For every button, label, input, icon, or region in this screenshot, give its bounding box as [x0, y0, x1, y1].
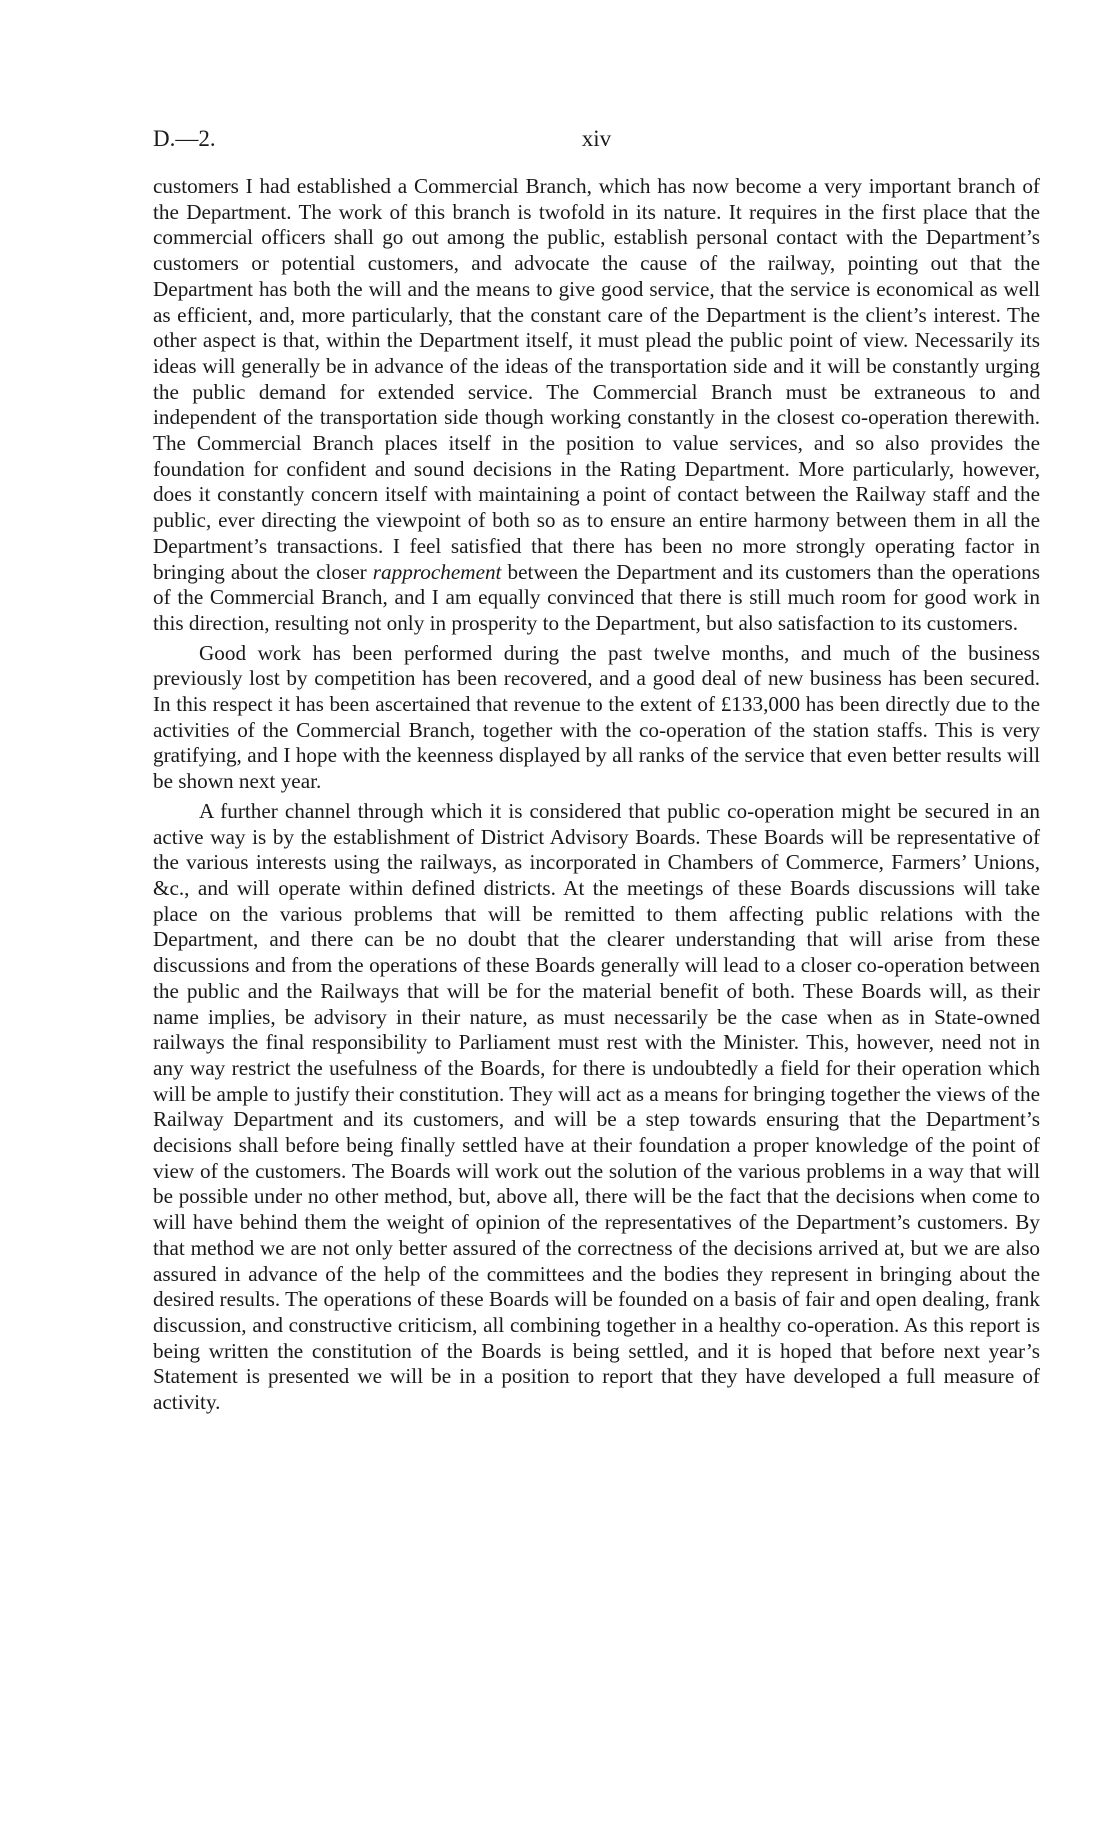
page-number: xiv: [581, 126, 612, 151]
body-text: [153, 174, 1040, 1420]
paragraph-text: customers I had established a Commercial Branch, which has now become a very important branch of the Department. The work of this branch is twofold in its nature. It requires in the first place that the commercial officers shall go out among the public, establish personal contact with the Department’s customers or potential customers, and advocate the cause of the railway, pointing out that the Department has both the will and the means to give good service, that the service is economical as well as efficient, and, more particularly, that the constant care of the Department is the client’s interest. The other aspect is that, within the Department itself, it must plead the public point of view. Necessarily its ideas will generally be in advance of the ideas of the transportation side and it will be constantly urging the public demand for extended service. The Commercial Branch must be extraneous to and independent of the transportation side though working constantly in the closest co-operation therewith. The Commercial Branch places itself in the position to value services, and so also provides the foundation for confident and sound decisions in the Rating Department. More particularly, however, does it constantly concern itself with maintaining a point of contact between the Railway staff and the public, ever directing the viewpoint of both so as to ensure an entire harmony between them in all the Department’s transactions. I feel satisfied that there has been no more strongly operating factor in bringing about the closer: [153, 174, 1040, 584]
page-header: [153, 124, 1040, 154]
paragraph-good-work: Good work has been performed during the past twelve months, and much of the business previously lost by competition has been recovered, and a good deal of new business has been secured. In this respect it has been ascertained that revenue to the extent of £133,000 has been directly due to the activities of the Commercial Branch, together with the co-operation of the station staffs. This is very gratifying, and I hope with the keenness displayed by all ranks of the service that even better results will be shown next year.: [153, 640, 1040, 794]
paragraph-commercial-branch: [153, 174, 1040, 637]
paragraph-advisory-boards: A further channel through which it is considered that public co-operation might be secured in an active way is by the establishment of District Advisory Boards. These Boards will be representative of the various interests using the railways, as incorporated in Chambers of Commerce, Farmers’ Unions, &c., and will operate within defined districts. At the meetings of these Boards discussions will take place on the various problems that will be remitted to them affecting public relations with the Department, and there can be no doubt that the clearer understanding that will arise from these discussions and from the operations of these Boards generally will lead to a closer co-operation between the public and the Railways that will be for the material benefit of both. These Boards will, as their name implies, be advisory in their nature, as must necessarily be the case when as in State-owned railways the final responsibility to Parliament must rest with the Minister. This, however, need not in any way restrict the usefulness of the Boards, for there is undoubtedly a field for their operation which will be ample to justify their constitution. They will act as a means for bringing together the views of the Railway Department and its customers, and will be a step towards ensuring that the Department’s decisions shall before being finally settled have at their foundation a proper knowledge of the point of view of the customers. The Boards will work out the solution of the various problems in a way that will be possible under no other method, but, above all, there will be the fact that the decisions when come to will have behind them the weight of opinion of the representatives of the Department’s customers. By that method we are not only better assured of the correctness of the decisions arrived at, but we are also assured in advance of the help of the committees and the bodies they represent in bringing about the desired results. The operations of these Boards will be founded on a basis of fair and open dealing, frank discussion, and constructive criticism, all combining together in a healthy co-operation. As this report is being written the constitution of the Boards is being settled, and it is hoped that before next year’s Statement is presented we will be in a position to report that they have developed a full measure of activity.: [153, 798, 1040, 1415]
document-reference: D.—2.: [153, 126, 216, 151]
paragraph-text: between the Department and its customers than the operations of the Commercial Branch, and I am equally convinced that there is still much room for good work in this direction, resulting not only in prosperity to the Department, but also satisfaction to its customers.: [153, 559, 1041, 635]
emphasis-text: rapprochement: [372, 559, 502, 584]
